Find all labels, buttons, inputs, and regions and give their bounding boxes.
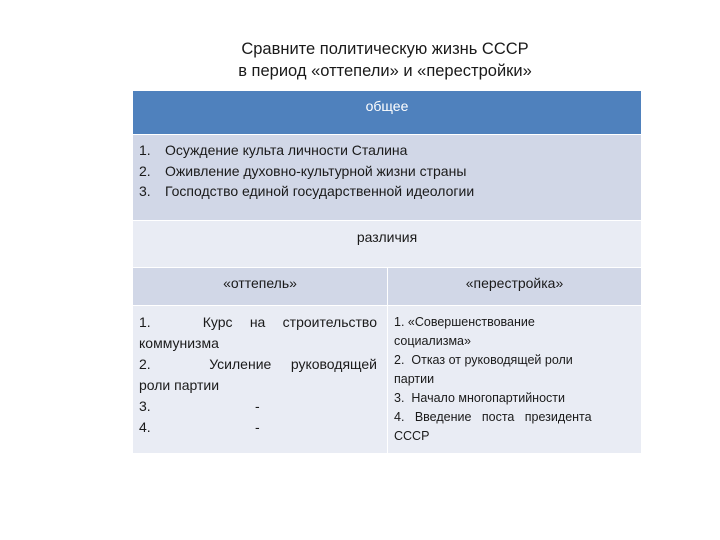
title-line-2: в период «оттепели» и «перестройки» — [238, 62, 532, 80]
list-item: 3. Начало многопартийности — [394, 391, 565, 405]
list-item: 4. Введение поста президента — [394, 410, 592, 424]
slide-title — [130, 38, 640, 82]
thaw-column-header: «оттепель» — [133, 268, 388, 305]
list-item: роли партии — [139, 377, 220, 393]
differences-body-row — [133, 306, 641, 454]
list-item: 1. Курс на строительство — [139, 314, 377, 330]
list-item: 4. - — [139, 419, 260, 435]
common-item: 3. Господство единой государственной идеологии — [139, 183, 475, 199]
perestroika-column-header: «перестройка» — [465, 275, 564, 291]
list-item: партии — [394, 372, 435, 386]
list-item: 3. - — [139, 398, 260, 414]
differences-header: различия — [133, 221, 641, 268]
list-item: 2. Отказ от руководящей роли — [394, 353, 573, 367]
list-item: 2. Усиление руководящей — [139, 356, 377, 372]
list-item: социализма» — [394, 334, 471, 348]
list-item: 1. «Совершенствование — [394, 315, 535, 329]
common-item: 2. Оживление духовно-культурной жизни страны — [139, 162, 467, 179]
column-headers-row — [133, 268, 641, 306]
title-line-1: Сравните политическую жизнь СССР — [241, 40, 529, 58]
common-header: общее — [133, 91, 641, 135]
comparison-table — [133, 91, 641, 454]
common-list — [133, 135, 641, 221]
common-item: 1. Осуждение культа личности Сталина — [139, 142, 408, 158]
list-item: СССР — [394, 429, 430, 443]
perestroika-list — [388, 306, 641, 453]
thaw-list — [133, 306, 388, 453]
list-item: коммунизма — [139, 335, 219, 351]
